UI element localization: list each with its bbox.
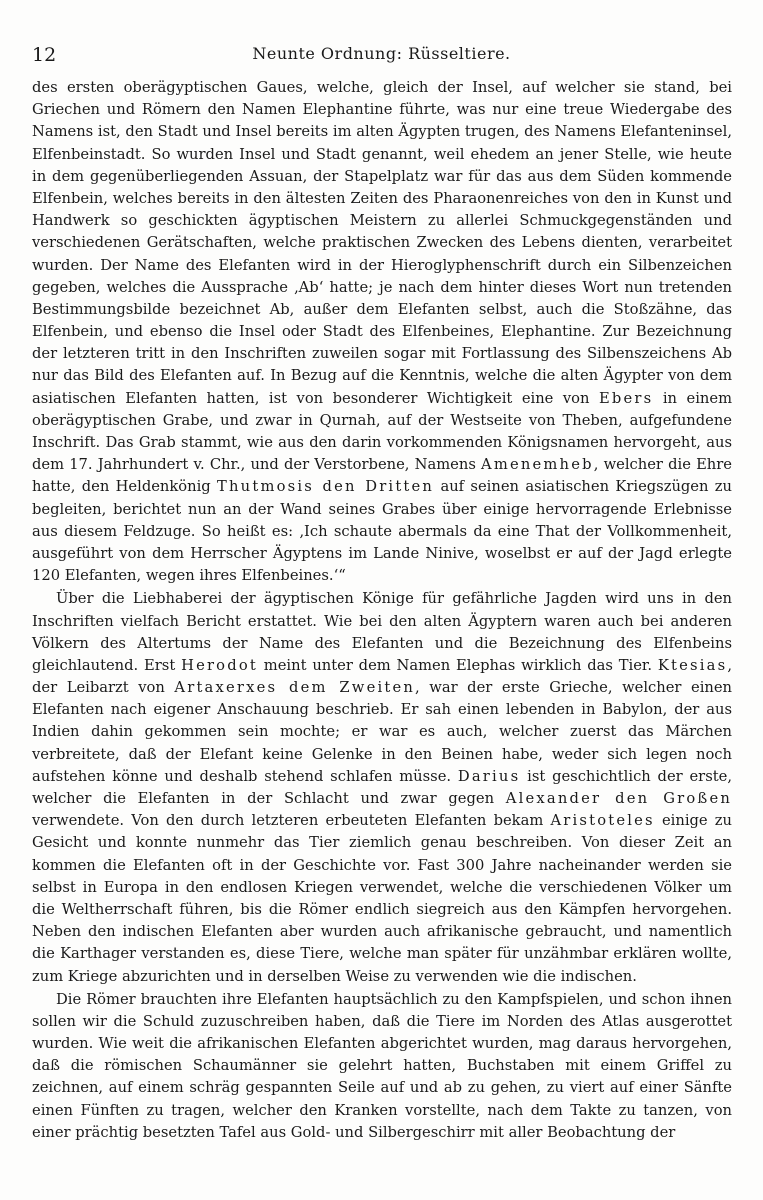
emphasized-name: Darius bbox=[457, 767, 521, 785]
body-text bbox=[32, 77, 732, 1144]
text-segment: meint unter dem Namen Elephas wirklich das Tier. bbox=[257, 656, 658, 674]
text-segment: , war der erste Grieche, welcher einen Elefanten nach eigener Anschauung beschrieb. Er sah einen lebenden in Babylon, der aus Indien dahin gekommen sein mochte; er war es auch, welcher zuerst das Märchen verbreitete, daß der Elefant keine Gelenke in den Beinen habe, weder sich legen noch aufstehen könne und deshalb stehend schlafen müsse. bbox=[32, 679, 733, 785]
text-segment: auf seinen asiatischen Kriegszügen zu begleiten, berichtet nun an der Wand seines Grabes über einige hervorragende Erlebnisse aus diesem Feldzuge. So heißt es: ‚Ich schaute abermals da eine That der Vollkommenheit, ausgeführt von dem Herrscher Ägyptens im Lande Ninive, woselbst er auf der Jagd erlegte 120 Elefanten, wegen ihres Elfenbeines.‘“ bbox=[32, 478, 733, 585]
page-number: 12 bbox=[32, 44, 57, 66]
text-segment: ist geschichtlich der erste, welcher die Elefanten in der Schlacht und zwar gegen bbox=[32, 767, 732, 807]
paragraph bbox=[32, 989, 732, 1144]
text-segment: , der Leibarzt von bbox=[32, 656, 733, 697]
running-head: Neunte Ordnung: Rüsseltiere. bbox=[252, 44, 511, 63]
text-segment: einige zu Gesicht und konnte nunmehr das Tier ziemlich genau beschreiben. Von dieser Zeit an kommen die Elefanten oft in der Geschichte vor. Fast 300 Jahre nacheinander werden sie selbst in Europa in den endlosen Kriegen verwendet, welche die verschiedenen Völker um die Weltherrschaft führen, bis die Römer endlich siegreich aus den Kämpfen hervorgehen. Neben den indischen Elefanten aber wurden auch afrikanische gebraucht, und namentlich die Karthager verstanden es, diese Tiere, welche man später für unzähmbar erklären wollte, zum Kriege abzurichten und in derselben Weise zu verwenden wie die indischen. bbox=[32, 812, 733, 985]
emphasized-name: Artaxerxes dem Zweiten bbox=[174, 679, 416, 697]
paragraph bbox=[32, 588, 732, 987]
text-segment: , welcher die Ehre hatte, den Heldenkönig bbox=[32, 456, 732, 496]
page-header bbox=[32, 40, 731, 66]
text-segment: Über die Liebhaberei der ägyptischen Könige für gefährliche Jagden wird uns in den Inschriften vielfach Bericht erstattet. Wie bei den alten Ägyptern waren auch bei anderen Völkern des Altertums der Name des Elefanten und die Bezeichnung des Elfenbeins gleichlautend. Erst bbox=[32, 590, 732, 674]
emphasized-name: Thutmosis den Dritten bbox=[217, 478, 435, 496]
emphasized-name: Alexander den Großen bbox=[505, 790, 732, 807]
emphasized-name: Ktesias bbox=[657, 656, 728, 674]
emphasized-name: Aristoteles bbox=[550, 812, 655, 830]
emphasized-name: Ebers bbox=[598, 389, 654, 407]
text-segment: in einem oberägyptischen Grabe, und zwar in Qurnah, auf der Westseite von Theben, aufgefundene Inschrift. Das Grab stammt, wie aus den darin vorkommenden Königsnamen hervorgeht, aus dem 17. Jahrhundert v. Chr., und der Verstorbene, Namens bbox=[32, 389, 732, 474]
emphasized-name: Herodot bbox=[181, 656, 258, 674]
paragraph bbox=[32, 77, 732, 587]
emphasized-name: Amenemheb bbox=[481, 456, 594, 474]
text-segment: Die Römer brauchten ihre Elefanten hauptsächlich zu den Kampfspielen, und schon ihnen sollen wir die Schuld zuzuschreiben haben, daß die Tiere im Norden des Atlas ausgerottet wurden. Wie weit die afrikanischen Elefanten abgerichtet wurden, mag daraus hervorgehen, daß die römischen Schaumänner sie gelehrt hatten, Buchstaben mit einem Griffel zu zeichnen, auf einem schräg gespannten Seile auf und ab zu gehen, zu viert auf einer Sänfte einen Fünften zu tragen, welcher den Kranken vorstellte, nach dem Takte zu tanzen, von einer prächtig besetzten Tafel aus Gold- und Silbergeschirr mit aller Beobachtung der bbox=[32, 990, 732, 1141]
text-segment: des ersten oberägyptischen Gaues, welche, gleich der Insel, auf welcher sie stand, bei Griechen und Römern den Namen Elephantine führte, was nur eine treue Wiedergabe des Namens ist, den Stadt und Insel bereits im alten Ägypten trugen, des Namens Elefanteninsel, Elfenbeinstadt. So wurden Insel und Stadt genannt, weil ehedem an jener Stelle, wie heute in dem gegenüberliegenden Assuan, der Stapelplatz war für das aus dem Süden kommende Elfenbein, welches bereits in den ältesten Zeiten des Pharaonenreiches von den in Kunst und Handwerk so geschickten ägyptischen Meistern zu allerlei Schmuckgegenständen und verschiedenen Gerätschaften, welche praktischen Zwecken des Lebens dienten, verarbeitet wurden. Der Name des Elefanten wird in der Hieroglyphenschrift durch ein Silbenzeichen gegeben, welches die Aussprache ‚Ab‘ hatte; je nach dem hinter dieses Wort nun tretenden Bestimmungsbilde bezeichnet Ab, außer dem Elefanten selbst, auch die Stoßzähne, das Elfenbein, und ebenso die Insel oder Stadt des Elfenbeines, Elephantine. Zur Bezeichnung der letzteren tritt in den Inschriften zuweilen sogar mit Fortlassung des Silbenszeichens Ab nur das Bild des Elefanten auf. In Bezug auf die Kenntnis, welche die alten Ägypter von dem asiatischen Elefanten hatten, ist von besonderer Wichtigkeit eine von bbox=[32, 79, 732, 407]
text-segment: verwendete. Von den durch letzteren erbeuteten Elefanten bekam bbox=[32, 812, 551, 830]
